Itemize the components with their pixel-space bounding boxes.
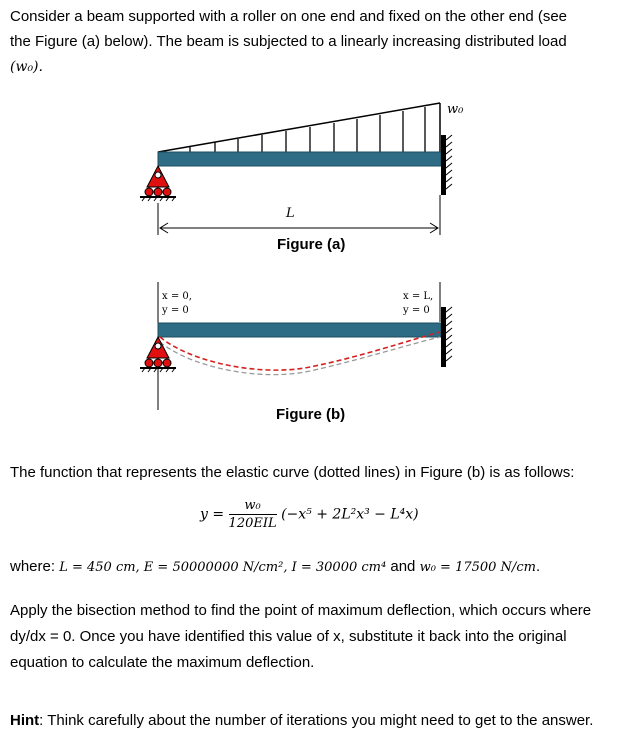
bisection-line-3: equation to calculate the maximum deflection. bbox=[10, 654, 315, 671]
fixed-wall-b bbox=[441, 307, 446, 367]
fixed-wall-a bbox=[441, 135, 446, 195]
equation-lhs: y = bbox=[200, 506, 225, 523]
wall-hatch-a bbox=[446, 135, 452, 189]
roller-support-b bbox=[140, 337, 176, 372]
figure-a-caption: Figure (a) bbox=[277, 236, 346, 253]
equation-fraction bbox=[229, 498, 277, 531]
function-description: The function that represents the elastic curve (dotted lines) in Figure (b) is as follows: bbox=[10, 464, 575, 481]
where-period: . bbox=[535, 558, 541, 575]
hint-text: : Think carefully about the number of iterations you might need to get to the answer. bbox=[39, 712, 594, 729]
bisection-paragraph bbox=[10, 598, 625, 676]
intro-line-3: (w₀). bbox=[10, 59, 43, 75]
left-condition-1: x = 0, bbox=[162, 291, 192, 302]
intro-line-1: Consider a beam supported with a roller on one end and fixed on the other end (see bbox=[10, 8, 568, 25]
load-arrows bbox=[187, 107, 428, 156]
elastic-curve-upper bbox=[160, 332, 440, 370]
bisection-line-1: Apply the bisection method to find the point of maximum deflection, which occurs where bbox=[10, 602, 592, 619]
where-line bbox=[10, 558, 540, 575]
figure-b-caption: Figure (b) bbox=[276, 406, 346, 423]
intro-paragraph bbox=[10, 6, 625, 78]
beam-b bbox=[158, 323, 441, 337]
equation-rhs: (−x⁵ + 2L²x³ − L⁴x) bbox=[281, 506, 419, 523]
hint-line bbox=[10, 710, 625, 732]
where-prefix: where: bbox=[10, 558, 60, 575]
right-condition-1: x = L, bbox=[403, 291, 434, 302]
where-w0: w₀ = 17500 N/cm bbox=[419, 560, 536, 575]
where-and: and bbox=[386, 558, 420, 575]
bisection-line-2: dy/dx = 0. Once you have identified this value of x, substitute it back into the original bbox=[10, 628, 567, 645]
hint-label: Hint bbox=[10, 712, 40, 729]
length-label: L bbox=[286, 206, 295, 221]
elastic-curve-equation bbox=[200, 498, 419, 538]
beam-a bbox=[158, 152, 441, 166]
figure-b-diagram bbox=[0, 282, 638, 412]
load-label: w₀ bbox=[447, 102, 464, 117]
wall-hatch-b bbox=[446, 307, 452, 361]
equation-denominator: 120EIL bbox=[228, 516, 277, 531]
intro-line-2: the Figure (a) below). The beam is subjected to a linearly increasing distributed load bbox=[10, 33, 567, 50]
right-condition-2: y = 0 bbox=[403, 305, 430, 316]
where-variables: L = 450 cm, E = 50000000 N/cm², I = 30000 cm⁴ bbox=[59, 560, 387, 575]
load-profile-line bbox=[158, 103, 440, 152]
equation-numerator: w₀ bbox=[229, 498, 277, 515]
roller-support-a bbox=[140, 166, 176, 201]
left-condition-2: y = 0 bbox=[162, 305, 189, 316]
